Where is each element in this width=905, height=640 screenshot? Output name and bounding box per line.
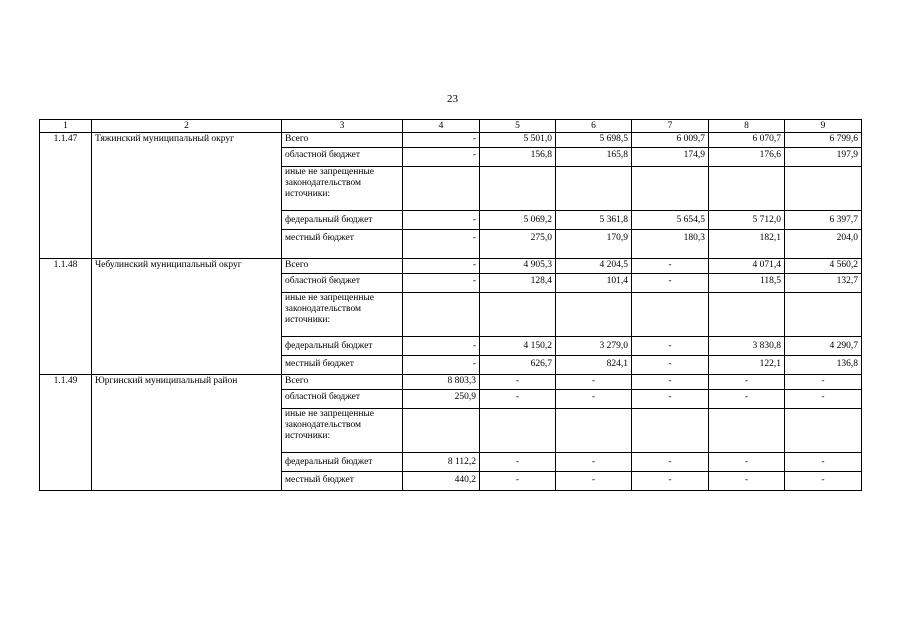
value-cell: 626,7	[480, 356, 556, 375]
column-header: 7	[632, 120, 709, 133]
item-number: 1.1.48	[40, 259, 92, 375]
funding-source: Всего	[282, 375, 403, 390]
value-cell: 5 654,5	[632, 211, 709, 230]
column-header: 9	[785, 120, 862, 133]
value-cell: -	[632, 356, 709, 375]
value-cell: 132,7	[785, 274, 862, 293]
value-cell	[632, 409, 709, 453]
value-cell: -	[403, 230, 480, 259]
value-cell	[556, 167, 632, 211]
value-cell: -	[632, 472, 709, 491]
value-cell: 5 712,0	[709, 211, 785, 230]
funding-source: иные не запрещенные законодательством источники:	[282, 293, 403, 337]
value-cell	[556, 409, 632, 453]
value-cell: 197,9	[785, 148, 862, 167]
value-cell: 165,8	[556, 148, 632, 167]
value-cell	[785, 293, 862, 337]
value-cell: 4 290,7	[785, 337, 862, 356]
funding-source: федеральный бюджет	[282, 453, 403, 472]
value-cell	[403, 409, 480, 453]
funding-source: областной бюджет	[282, 390, 403, 409]
funding-source: областной бюджет	[282, 148, 403, 167]
value-cell: -	[632, 453, 709, 472]
funding-source: местный бюджет	[282, 356, 403, 375]
value-cell: 6 009,7	[632, 133, 709, 148]
table-row	[40, 259, 862, 274]
value-cell	[556, 293, 632, 337]
value-cell: -	[556, 453, 632, 472]
table-row	[40, 375, 862, 390]
column-header: 8	[709, 120, 785, 133]
value-cell: 5 501,0	[480, 133, 556, 148]
value-cell: 176,6	[709, 148, 785, 167]
value-cell	[480, 409, 556, 453]
value-cell: 101,4	[556, 274, 632, 293]
value-cell	[785, 409, 862, 453]
item-number: 1.1.47	[40, 133, 92, 259]
value-cell	[480, 293, 556, 337]
header-row	[40, 120, 862, 133]
budget-table	[39, 119, 862, 491]
value-cell: -	[632, 274, 709, 293]
funding-source: Всего	[282, 133, 403, 148]
value-cell: -	[632, 390, 709, 409]
column-header: 4	[403, 120, 480, 133]
value-cell: -	[480, 390, 556, 409]
value-cell: -	[785, 390, 862, 409]
column-header: 3	[282, 120, 403, 133]
value-cell: -	[556, 390, 632, 409]
funding-source: местный бюджет	[282, 230, 403, 259]
value-cell: -	[632, 259, 709, 274]
funding-source: местный бюджет	[282, 472, 403, 491]
municipality-name: Чебулинский муниципальный округ	[92, 259, 282, 375]
value-cell: 8 112,2	[403, 453, 480, 472]
value-cell: -	[709, 375, 785, 390]
funding-source: Всего	[282, 259, 403, 274]
value-cell	[632, 167, 709, 211]
funding-source: федеральный бюджет	[282, 337, 403, 356]
value-cell: -	[403, 274, 480, 293]
value-cell: 8 803,3	[403, 375, 480, 390]
value-cell: 156,8	[480, 148, 556, 167]
value-cell: 4 071,4	[709, 259, 785, 274]
funding-source: областной бюджет	[282, 274, 403, 293]
value-cell	[480, 167, 556, 211]
value-cell: 128,4	[480, 274, 556, 293]
value-cell	[709, 167, 785, 211]
value-cell: 4 150,2	[480, 337, 556, 356]
value-cell: -	[632, 375, 709, 390]
value-cell: -	[403, 133, 480, 148]
value-cell: 4 204,5	[556, 259, 632, 274]
table-row	[40, 133, 862, 148]
value-cell: -	[709, 390, 785, 409]
value-cell	[403, 293, 480, 337]
value-cell: -	[709, 453, 785, 472]
value-cell: -	[709, 472, 785, 491]
page-number: 23	[447, 93, 458, 105]
value-cell: 136,8	[785, 356, 862, 375]
value-cell: 5 361,8	[556, 211, 632, 230]
value-cell: -	[480, 375, 556, 390]
value-cell: 174,9	[632, 148, 709, 167]
column-header: 1	[40, 120, 92, 133]
value-cell	[403, 167, 480, 211]
value-cell: 5 698,5	[556, 133, 632, 148]
value-cell: 6 397,7	[785, 211, 862, 230]
value-cell: 275,0	[480, 230, 556, 259]
value-cell: 4 905,3	[480, 259, 556, 274]
item-number: 1.1.49	[40, 375, 92, 491]
value-cell: 4 560,2	[785, 259, 862, 274]
column-header: 6	[556, 120, 632, 133]
value-cell: -	[556, 375, 632, 390]
value-cell: 3 830,8	[709, 337, 785, 356]
value-cell: 440,2	[403, 472, 480, 491]
value-cell: -	[403, 259, 480, 274]
value-cell: 3 279,0	[556, 337, 632, 356]
value-cell: 122,1	[709, 356, 785, 375]
value-cell: 250,9	[403, 390, 480, 409]
value-cell: 170,9	[556, 230, 632, 259]
funding-source: федеральный бюджет	[282, 211, 403, 230]
value-cell: 6 070,7	[709, 133, 785, 148]
value-cell: -	[403, 337, 480, 356]
value-cell	[632, 293, 709, 337]
column-header: 2	[92, 120, 282, 133]
value-cell: -	[403, 356, 480, 375]
municipality-name: Тяжинский муниципальный округ	[92, 133, 282, 259]
value-cell: -	[480, 472, 556, 491]
value-cell: 824,1	[556, 356, 632, 375]
value-cell: -	[785, 375, 862, 390]
value-cell	[709, 293, 785, 337]
column-header: 5	[480, 120, 556, 133]
value-cell: 5 069,2	[480, 211, 556, 230]
value-cell	[709, 409, 785, 453]
municipality-name: Юргинский муниципальный район	[92, 375, 282, 491]
funding-source: иные не запрещенные законодательством источники:	[282, 409, 403, 453]
funding-source: иные не запрещенные законодательством источники:	[282, 167, 403, 211]
value-cell: -	[480, 453, 556, 472]
value-cell: -	[785, 453, 862, 472]
value-cell: 118,5	[709, 274, 785, 293]
value-cell	[785, 167, 862, 211]
value-cell: -	[403, 148, 480, 167]
value-cell: 182,1	[709, 230, 785, 259]
value-cell: 6 799,6	[785, 133, 862, 148]
value-cell: -	[785, 472, 862, 491]
value-cell: -	[403, 211, 480, 230]
value-cell: -	[632, 337, 709, 356]
value-cell: 180,3	[632, 230, 709, 259]
value-cell: -	[556, 472, 632, 491]
value-cell: 204,0	[785, 230, 862, 259]
